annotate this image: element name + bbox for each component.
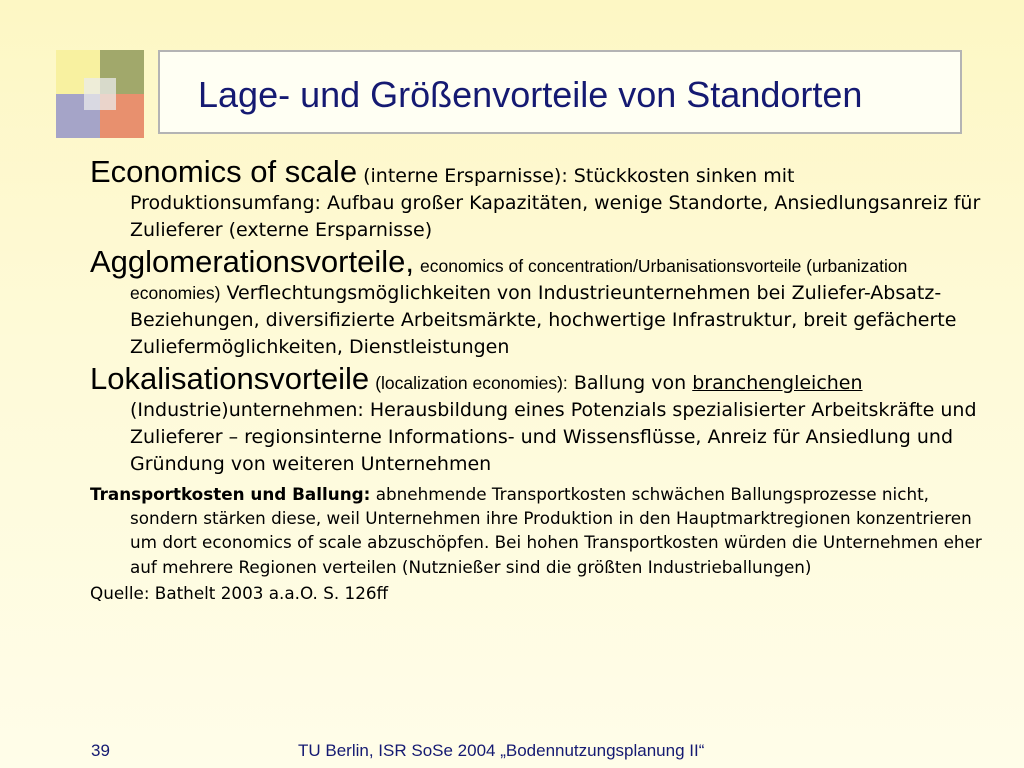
paragraph-transportkosten xyxy=(90,482,990,579)
footer-course: TU Berlin, ISR SoSe 2004 „Bodennutzungsplanung II“ xyxy=(298,741,705,760)
note-interne-ersparnisse: (interne Ersparnisse) xyxy=(363,165,562,187)
body-agglomerationsvorteile: Verflechtungsmöglichkeiten von Industrieunternehmen bei Zuliefer-Absatz-Beziehungen, diversifizierte Arbeitsmärkte, hochwertige Infrastruktur, breit gefächerte Zuliefermöglichkeiten, Dienstleistungen xyxy=(130,282,957,358)
underlined-branchengleichen: branchengleichen xyxy=(692,372,863,394)
page-title: Lage- und Größenvorteile von Standorten xyxy=(198,74,863,115)
body-lokalisation-start: Ballung von xyxy=(573,372,687,394)
term-economics-of-scale: Economics of scale xyxy=(90,154,358,189)
title-box xyxy=(158,50,962,134)
note-localization-economies: (localization economies): xyxy=(375,373,568,393)
paragraph-economics-of-scale xyxy=(90,154,990,244)
term-lokalisationsvorteile: Lokalisationsvorteile xyxy=(90,361,370,396)
paragraph-lokalisationsvorteile xyxy=(90,361,990,478)
source-citation: Quelle: Bathelt 2003 a.a.O. S. 126ff xyxy=(90,582,389,603)
logo xyxy=(56,50,144,138)
body-lokalisation-rest: (Industrie)unternehmen: Herausbildung eines Potenzials spezialisierter Arbeitskräfte und Zulieferer – regionsinterne Informations- und Wissensflüsse, Anreiz für Ansiedlung und Gründung von weiteren Unternehmen xyxy=(130,399,977,475)
term-agglomerationsvorteile: Agglomerationsvorteile, xyxy=(90,244,414,279)
label-transportkosten: Transportkosten und Ballung: xyxy=(90,484,371,504)
body-transportkosten: abnehmende Transportkosten schwächen Ballungsprozesse nicht, sondern stärken diese, weil Unternehmen ihre Produktion in den Hauptmarktregionen konzentrieren um dort economics of scale abzuschöpfen. Bei hohen Transportkosten würden die Unternehmen eher auf mehrere Regionen verteilen (Nutznießer sind die größten Industrieballungen) xyxy=(130,484,982,577)
logo-square-center xyxy=(84,78,116,110)
paragraph-agglomerationsvorteile xyxy=(90,244,990,361)
body-economics-of-scale: : Stückkosten sinken mit Produktionsumfang: Aufbau großer Kapazitäten, wenige Standorte, Ansiedlungsanreiz für Zulieferer (externe Ersparnisse) xyxy=(130,165,981,241)
note-economics-of-concentration: economics of concentration/Urbanisationsvorteile (urbanization economies) xyxy=(130,256,908,303)
slide-content xyxy=(90,154,990,605)
slide-number: 39 xyxy=(91,741,110,760)
